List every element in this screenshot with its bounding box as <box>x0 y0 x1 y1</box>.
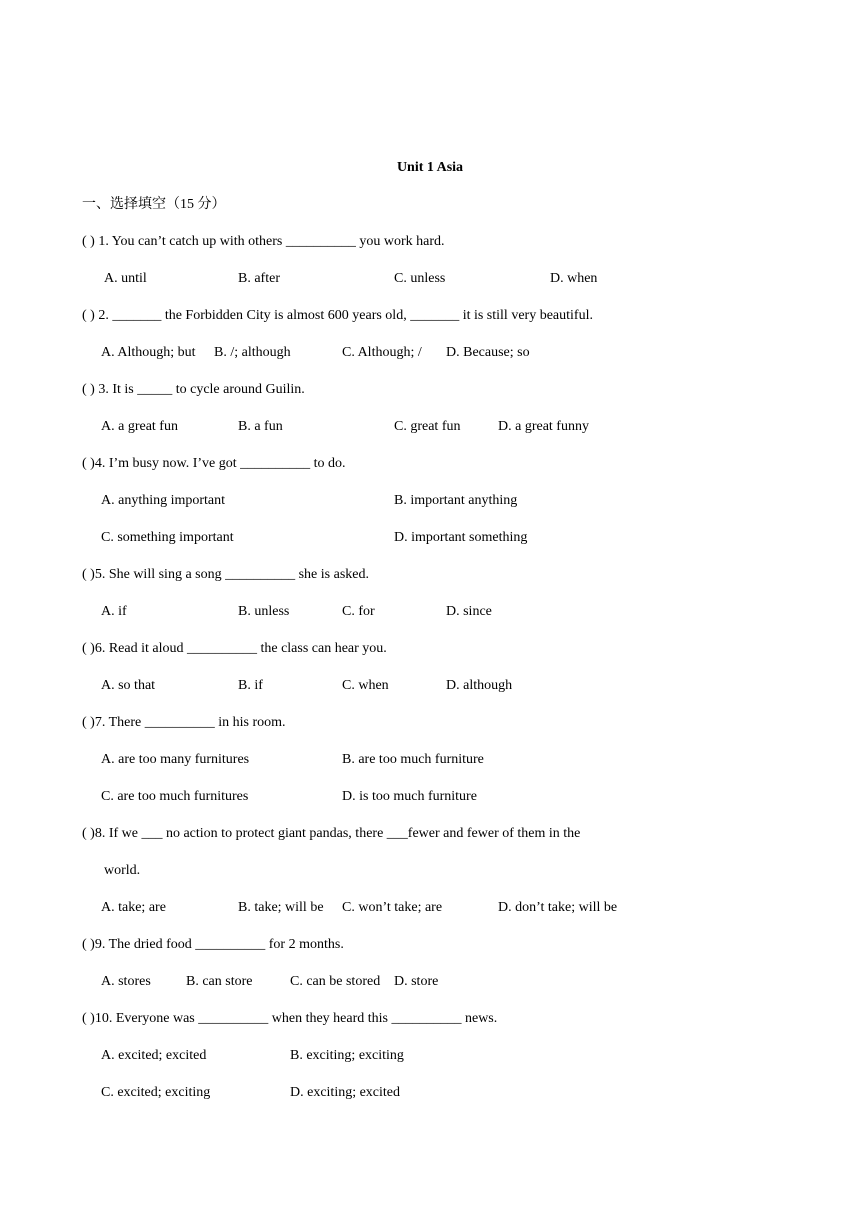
document-title: Unit 1 Asia <box>396 160 464 175</box>
q8-option-b: B. take; will be <box>238 900 324 915</box>
q1-option-a: A. until <box>104 271 147 286</box>
q10-option-d: D. exciting; excited <box>290 1085 401 1100</box>
q4-option-a: A. anything important <box>101 493 226 508</box>
q2-option-b: B. /; although <box>214 345 291 360</box>
q7-option-a: A. are too many furnitures <box>101 752 250 767</box>
q5-option-a: A. if <box>101 604 127 619</box>
q1-option-c: C. unless <box>394 271 446 286</box>
question-stem-8-continued: world. <box>104 863 141 878</box>
q6-option-d: D. although <box>446 678 513 693</box>
q1-option-b: B. after <box>238 271 280 286</box>
q9-option-b: B. can store <box>186 974 253 989</box>
q7-option-d: D. is too much furniture <box>342 789 477 804</box>
question-stem-8: ( )8. If we ___ no action to protect giant pandas, there ___fewer and fewer of them in the <box>82 826 581 841</box>
q9-option-d: D. store <box>394 974 439 989</box>
question-stem-10: ( )10. Everyone was __________ when they heard this __________ news. <box>82 1011 498 1026</box>
q2-option-d: D. Because; so <box>446 345 530 360</box>
q1-option-d: D. when <box>550 271 598 286</box>
question-stem-7: ( )7. There __________ in his room. <box>82 715 286 730</box>
question-stem-9: ( )9. The dried food __________ for 2 months. <box>82 937 344 952</box>
q3-option-b: B. a fun <box>238 419 283 434</box>
q2-option-a: A. Although; but <box>101 345 196 360</box>
section-heading: 一、选择填空（15 分） <box>82 197 226 212</box>
q4-option-c: C. something important <box>101 530 234 545</box>
q8-option-c: C. won’t take; are <box>342 900 443 915</box>
q4-option-d: D. important something <box>394 530 528 545</box>
q9-option-c: C. can be stored <box>290 974 381 989</box>
question-stem-4: ( )4. I’m busy now. I’ve got __________ to do. <box>82 456 346 471</box>
q8-option-a: A. take; are <box>101 900 166 915</box>
q3-option-a: A. a great fun <box>101 419 178 434</box>
q7-option-c: C. are too much furnitures <box>101 789 249 804</box>
q6-option-b: B. if <box>238 678 263 693</box>
q6-option-c: C. when <box>342 678 389 693</box>
q6-option-a: A. so that <box>101 678 156 693</box>
q10-option-c: C. excited; exciting <box>101 1085 211 1100</box>
q9-option-a: A. stores <box>101 974 151 989</box>
q8-option-d: D. don’t take; will be <box>498 900 618 915</box>
question-stem-6: ( )6. Read it aloud __________ the class can hear you. <box>82 641 387 656</box>
question-stem-2: ( ) 2. _______ the Forbidden City is almost 600 years old, _______ it is still very beautiful. <box>82 308 593 323</box>
question-stem-5: ( )5. She will sing a song __________ she is asked. <box>82 567 369 582</box>
q2-option-c: C. Although; / <box>342 345 422 360</box>
q5-option-b: B. unless <box>238 604 290 619</box>
q5-option-c: C. for <box>342 604 375 619</box>
q3-option-d: D. a great funny <box>498 419 589 434</box>
question-stem-3: ( ) 3. It is _____ to cycle around Guilin. <box>82 382 305 397</box>
q7-option-b: B. are too much furniture <box>342 752 484 767</box>
q10-option-b: B. exciting; exciting <box>290 1048 404 1063</box>
q10-option-a: A. excited; excited <box>101 1048 207 1063</box>
q4-option-b: B. important anything <box>394 493 518 508</box>
q3-option-c: C. great fun <box>394 419 461 434</box>
question-stem-1: ( ) 1. You can’t catch up with others __________ you work hard. <box>82 234 445 249</box>
q5-option-d: D. since <box>446 604 492 619</box>
